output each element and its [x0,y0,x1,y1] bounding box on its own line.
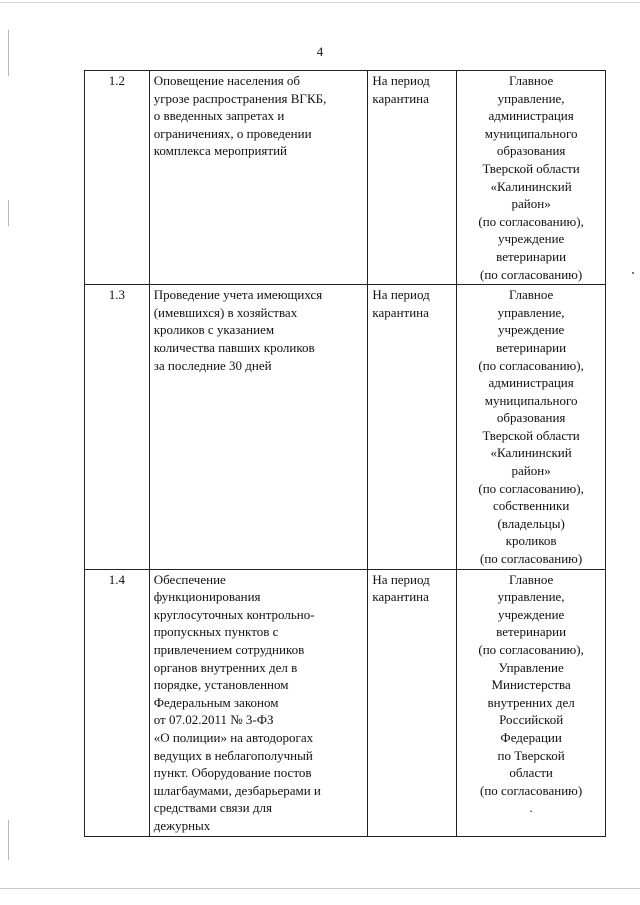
responsible-line: Главное [508,571,554,587]
event-line: функционирования [153,589,261,605]
responsible-line: Тверской области [482,427,580,443]
table-row [85,569,606,836]
responsible-line: ветеринарии [496,339,567,355]
measures-table [84,70,606,837]
event-line: за последние 30 дней [153,357,272,373]
responsible-line: образования [496,410,566,426]
row-number-cell: 1.3 [85,285,150,570]
row-number-cell: 1.2 [85,71,150,285]
responsible-line: администрация [488,108,574,124]
event-line: средствами связи для [153,800,272,816]
responsible-line: район» [511,463,551,479]
responsible-line: кроликов [505,533,557,549]
responsible-line: области [509,765,553,781]
responsible-line: ветеринарии [496,624,567,640]
responsible-line: (по согласованию), [478,642,584,657]
responsible-line: администрация [488,375,574,391]
term-line: карантина [372,90,429,106]
event-cell [149,569,368,836]
responsible-line: образования [496,143,566,159]
responsible-line: учреждение [497,322,565,338]
term-line: На период [372,571,430,587]
event-line: «О полиции» на автодорогах [153,729,314,745]
responsible-line: учреждение [497,231,565,247]
page-number: 4 [316,44,324,59]
responsible-line: (по согласованию), [478,480,584,496]
term-line: карантина [372,304,429,320]
responsible-line: Российской [499,712,564,728]
responsible-line: собственники [492,498,570,514]
responsible-line: (владельцы) [497,515,565,531]
responsible-line: Федерации [500,729,562,745]
event-line: Федеральным законом [153,694,279,710]
responsible-line: ветеринарии [496,248,567,264]
event-line: комплекса мероприятий [153,143,287,159]
responsible-cell [457,285,606,570]
scan-edge-bottom [0,888,640,889]
responsible-line: . [529,800,533,816]
event-line: пропускных пунктов с [153,624,279,640]
responsible-line: внутренних дел [487,694,575,710]
event-line: кроликов с указанием [153,322,275,338]
event-line: от 07.02.2011 № 3-ФЗ [153,712,274,728]
scan-mark-left-1 [8,30,9,76]
responsible-line: (по согласованию), [478,213,584,229]
responsible-line: муниципального [484,392,578,408]
event-line: круглосуточных контрольно- [153,606,315,622]
event-line: порядке, установленном [153,677,289,693]
term-cell [368,569,457,836]
term-line: На период [372,287,430,303]
responsible-cell [457,569,606,836]
responsible-line: (по согласованию) [480,266,583,282]
responsible-line: (по согласованию) [480,551,583,567]
responsible-line: Управление [498,659,564,675]
event-cell [149,71,368,285]
responsible-line: Главное [508,73,554,88]
scan-mark-left-2 [8,200,9,226]
event-line: угрозе распространения ВГКБ, [153,90,327,106]
event-line: о введенных запретах и [153,108,285,124]
table-row [85,71,606,285]
event-line: органов внутренних дел в [153,659,298,675]
responsible-line: управление, [497,90,565,106]
scan-edge-top [0,2,640,3]
event-cell [149,285,368,570]
event-line: количества павших кроликов [153,339,315,355]
responsible-line: (по согласованию) [480,782,583,798]
term-line: На период [372,73,430,88]
event-line: привлечением сотрудников [153,642,305,657]
responsible-line: «Калининский [490,445,572,461]
row-number-cell: 1.4 [85,569,150,836]
responsible-line: район» [511,196,551,212]
responsible-line: управление, [497,304,565,320]
event-line: Обеспечение [153,571,226,587]
event-line: шлагбаумами, дезбарьерами и [153,782,321,798]
responsible-line: Главное [508,287,554,303]
event-line: (имевшихся) в хозяйствах [153,304,298,320]
event-line: дежурных [153,817,211,833]
responsible-line: учреждение [497,606,565,622]
scan-mark-left-3 [8,820,9,860]
responsible-line: по Тверской [497,747,565,763]
event-line: ведущих в неблагополучный [153,747,313,763]
event-line: Проведение учета имеющихся [153,287,323,303]
event-line: Оповещение населения об [153,73,301,88]
responsible-line: муниципального [484,125,578,141]
table-row [85,285,606,570]
responsible-line: Министерства [491,677,571,693]
responsible-line: управление, [497,589,565,605]
event-line: пункт. Оборудование постов [153,765,312,781]
responsible-line: Тверской области [482,160,580,176]
term-line: карантина [372,589,429,605]
responsible-line: «Калининский [490,178,572,194]
term-cell [368,285,457,570]
term-cell [368,71,457,285]
event-line: ограничениях, о проведении [153,125,312,141]
scan-dot [632,272,634,274]
responsible-cell [457,71,606,285]
responsible-line: (по согласованию), [478,357,584,373]
